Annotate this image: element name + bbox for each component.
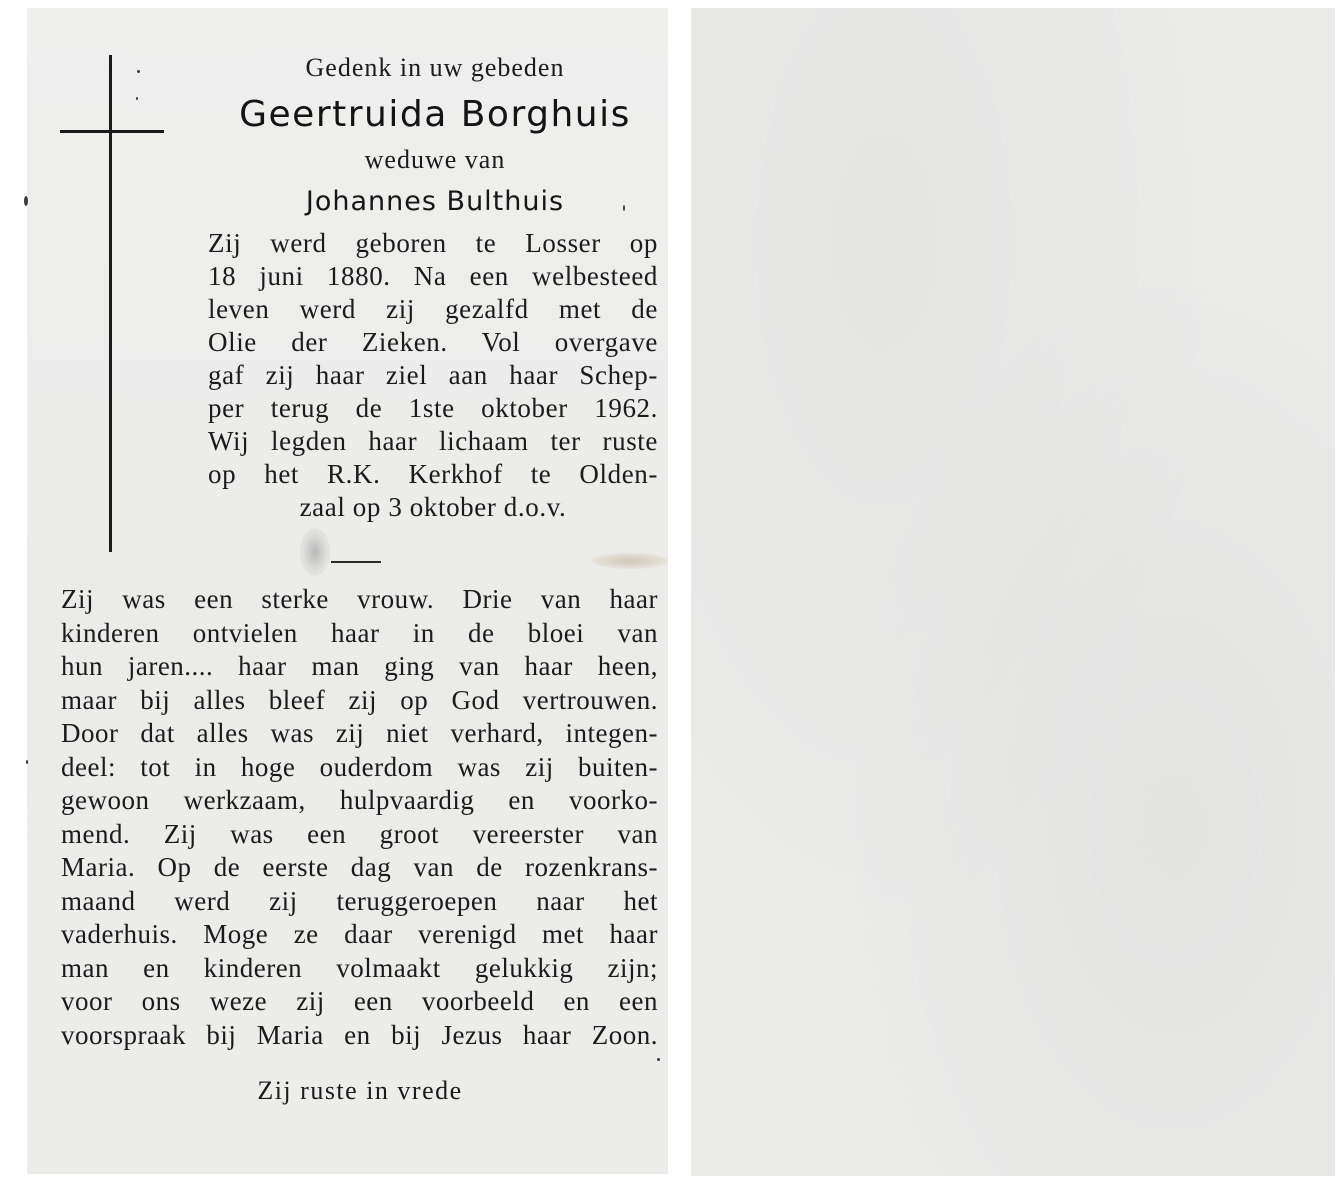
closing-blessing: Zij ruste in vrede [257, 1076, 463, 1105]
tribute-line: maand werd zij teruggeroepen naar het [61, 885, 658, 916]
biography-line: per terug de 1ste oktober 1962. [208, 393, 658, 423]
deceased-name: Geertruida Borghuis [239, 94, 631, 135]
cross-icon-horizontal-beam [60, 130, 164, 133]
tribute-line: maar bij alles bleef zij op God vertrouwen. [61, 684, 658, 715]
husband-name: Johannes Bulthuis [305, 186, 565, 217]
paper-stain [592, 553, 668, 569]
dust-speck [26, 760, 28, 764]
biography-line: op het R.K. Kerkhof te Olden- [208, 459, 658, 489]
tribute-line: mend. Zij was een groot vereerster van [61, 818, 658, 849]
widow-of-label: weduwe van [364, 145, 506, 174]
biography-line: Olie der Zieken. Vol overgave [208, 327, 658, 357]
dust-speck [136, 97, 138, 100]
dust-speck [623, 205, 625, 211]
biography-line: Zij werd geboren te Losser op [208, 228, 658, 258]
ink-smudge [300, 528, 330, 576]
prayer-request: Gedenk in uw gebeden [305, 53, 565, 82]
tribute-paragraph [61, 583, 658, 1052]
biography-line: gaf zij haar ziel aan haar Schep- [208, 360, 658, 390]
biography-line: leven werd zij gezalfd met de [208, 294, 658, 324]
memorial-card-back [691, 8, 1335, 1176]
tribute-line: vaderhuis. Moge ze daar verenigd met haar [61, 919, 658, 949]
tribute-line: voor ons weze zij een voorbeeld en een [61, 986, 658, 1016]
section-divider [331, 561, 381, 563]
dust-speck [657, 1058, 660, 1061]
tribute-line: Maria. Op de eerste dag van de rozenkrans- [61, 852, 658, 882]
dust-speck [137, 70, 140, 73]
biography-line: zaal op 3 oktober d.o.v. [299, 492, 567, 522]
tribute-line: kinderen ontvielen haar in de bloei van [61, 617, 658, 648]
dust-speck [24, 196, 28, 206]
biography-paragraph [208, 227, 658, 524]
tribute-line: deel: tot in hoge ouderdom was zij buiten- [61, 751, 658, 782]
tribute-line: man en kinderen volmaakt gelukkig zijn; [61, 952, 658, 983]
biography-line: Wij legden haar lichaam ter ruste [208, 426, 658, 456]
biography-line: 18 juni 1880. Na een welbesteed [208, 261, 658, 291]
tribute-line: hun jaren.... haar man ging van haar heen, [61, 651, 658, 681]
tribute-line: Zij was een sterke vrouw. Drie van haar [61, 584, 658, 614]
tribute-line: Door dat alles was zij niet verhard, integen- [61, 718, 658, 748]
tribute-line: voorspraak bij Maria en bij Jezus haar Zoon. [61, 1019, 658, 1050]
tribute-line: gewoon werkzaam, hulpvaardig en voorko- [61, 785, 658, 815]
